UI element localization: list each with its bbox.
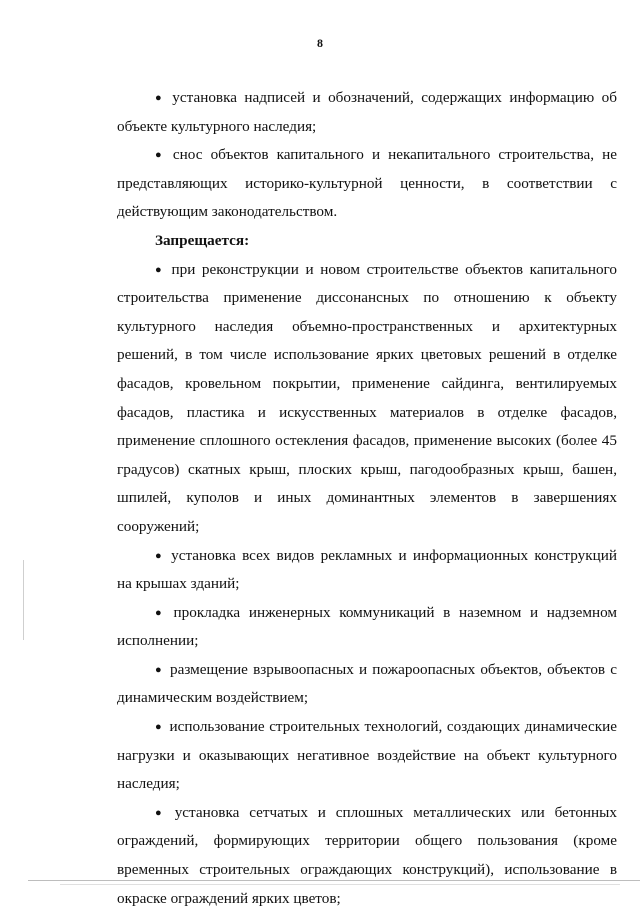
list-item-text: установка всех видов рекламных и информационных конструкций на крышах зданий;	[117, 546, 617, 593]
list-item	[117, 84, 617, 141]
scan-bottom-edge-secondary	[60, 884, 620, 885]
bullet-icon: ●	[155, 92, 166, 104]
bullet-icon: ●	[155, 263, 165, 276]
list-item-text: прокладка инженерных коммуникаций в наземном и надземном исполнении;	[117, 603, 617, 650]
bullet-icon: ●	[155, 663, 164, 676]
list-item-text: снос объектов капитального и некапитального строительства, не представляющих историко-культурной ценности, в соответствии с действующим законодательством.	[117, 146, 617, 221]
scan-margin-line	[23, 560, 24, 640]
list-item	[117, 713, 617, 799]
list-item	[117, 799, 617, 913]
list-item-text: при реконструкции и новом строительстве объектов капитального строительства применение диссонансных по отношению к объекту культурного наследия объемно-пространственных и архитектурных решений, в том числе использование ярких цветовых решений в отделке фасадов, кровельном покрытии, применение сайдинга, вентилируемых фасадов, пластика и искусственных материалов в отделке фасадов, применение сплошного остекления фасадов, применение высоких (более 45 градусов) скатных крыш, плоских крыш, пагодообразных крыш, башен, шпилей, куполов и иных доминантных элементов в завершениях сооружений;	[117, 260, 617, 535]
list-item	[117, 256, 617, 542]
list-item	[117, 542, 617, 599]
bullet-icon: ●	[155, 149, 166, 162]
list-item	[117, 599, 617, 656]
page-number: 8	[317, 36, 323, 50]
list-item	[117, 656, 617, 713]
section-heading: Запрещается:	[155, 231, 250, 249]
list-item-text: установка надписей и обозначений, содержащих информацию об объекте культурного наследия;	[117, 89, 617, 135]
document-body	[117, 84, 617, 913]
bullet-icon: ●	[155, 606, 167, 619]
scan-bottom-edge	[28, 880, 640, 881]
list-item-text: размещение взрывоопасных и пожароопасных объектов, объектов с динамическим воздействием;	[117, 660, 617, 707]
list-item-text: использование строительных технологий, создающих динамические нагрузки и оказывающих негативное воздействие на объект культурного наследия;	[117, 718, 617, 793]
bullet-icon: ●	[155, 549, 165, 562]
list-item	[117, 141, 617, 227]
list-item-text: установка сетчатых и сплошных металлических или бетонных ограждений, формирующих территории общего пользования (кроме временных строительных ограждающих конструкций), использование в окраске ограждений ярких цветов;	[117, 803, 617, 907]
bullet-icon: ●	[155, 806, 168, 819]
bullet-icon: ●	[155, 721, 163, 734]
